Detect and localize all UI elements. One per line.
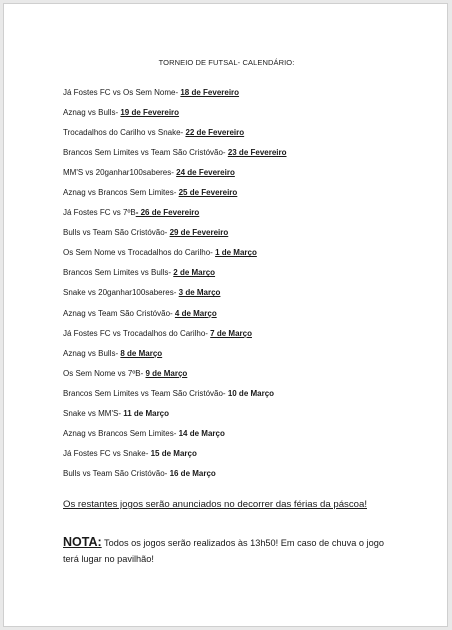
- game-date: 11 de Março: [123, 408, 170, 418]
- game-date: 4 de Março: [174, 308, 217, 318]
- game-date: 14 de Março: [178, 428, 225, 438]
- game-match: Aznag vs Bulls-: [63, 108, 121, 118]
- game-date: 25 de Fevereiro: [178, 188, 238, 198]
- document-page: [3, 3, 448, 627]
- game-date: 10 de Março: [227, 388, 275, 398]
- game-date: 29 de Fevereiro: [169, 228, 229, 238]
- game-match: Aznag vs Brancos Sem Limites-: [63, 428, 179, 438]
- game-date: 24 de Fevereiro: [176, 168, 235, 178]
- game-item: [63, 328, 287, 348]
- game-match: Os Sem Nome vs Trocadalhos do Carilho-: [63, 248, 216, 258]
- closing-note: Os restantes jogos serão anunciados no decorrer das férias da páscoa!: [63, 499, 367, 510]
- game-match: Já Fostes FC vs Os Sem Nome-: [63, 88, 181, 97]
- game-date: 19 de Fevereiro: [120, 108, 180, 118]
- game-item: [63, 448, 287, 468]
- game-item: [63, 408, 287, 428]
- game-match: Já Fostes FC vs Trocadalhos do Carilho-: [63, 328, 211, 338]
- game-match: Já Fostes FC vs 7ºB: [63, 208, 136, 218]
- game-match: Os Sem Nome vs 7ºB-: [63, 368, 146, 378]
- game-date: 2 de Março: [173, 268, 216, 278]
- game-item: [63, 87, 287, 107]
- game-date: 9 de Março: [145, 368, 188, 378]
- note-paragraph: [63, 534, 393, 567]
- game-match: Snake vs MM'S-: [63, 408, 124, 418]
- game-date: 15 de Março: [150, 448, 197, 458]
- game-date: 1 de Março: [215, 248, 257, 258]
- game-match: Brancos Sem Limites vs Team São Cristóvão-: [63, 148, 228, 158]
- game-item: [63, 267, 287, 287]
- game-match: Bulls vs Team São Cristóvão-: [63, 468, 170, 478]
- game-date: 7 de Março: [210, 328, 252, 338]
- game-match: Brancos Sem Limites vs Bulls-: [63, 268, 174, 278]
- game-item: [63, 388, 287, 408]
- game-match: Snake vs 20ganhar100saberes-: [63, 288, 179, 298]
- document-title: TORNEIO DE FUTSAL- CALENDÁRIO:: [158, 58, 295, 67]
- game-item: [63, 348, 287, 368]
- game-item: [63, 147, 287, 167]
- game-match: Já Fostes FC vs Snake-: [63, 448, 151, 458]
- game-item: [63, 207, 287, 227]
- game-item: [63, 167, 287, 187]
- games-list: [63, 87, 287, 488]
- game-date: - 26 de Fevereiro: [135, 208, 200, 218]
- game-date: 16 de Março: [169, 468, 216, 478]
- note-label: NOTA:: [63, 535, 102, 549]
- game-item: [63, 468, 287, 488]
- game-item: [63, 287, 287, 307]
- game-item: [63, 308, 287, 328]
- game-date: 3 de Março: [178, 288, 221, 298]
- game-match: Trocadalhos do Carilho vs Snake-: [63, 128, 186, 138]
- game-match: MM'S vs 20ganhar100saberes-: [63, 168, 177, 178]
- game-item: [63, 368, 287, 388]
- note-text: Todos os jogos serão realizados às 13h50! Em caso de chuva o jogo terá lugar no pavilhão!: [63, 538, 384, 564]
- game-match: Aznag vs Bulls-: [63, 348, 121, 358]
- game-match: Aznag vs Team São Cristóvão-: [63, 308, 175, 318]
- game-match: Aznag vs Brancos Sem Limites-: [63, 188, 179, 198]
- game-item: [63, 107, 287, 127]
- game-item: [63, 127, 287, 147]
- game-item: [63, 227, 287, 247]
- game-item: [63, 247, 287, 267]
- game-date: 23 de Fevereiro: [227, 148, 287, 158]
- game-date: 8 de Março: [120, 348, 163, 358]
- game-date: 22 de Fevereiro: [185, 128, 245, 138]
- game-match: Brancos Sem Limites vs Team São Cristóvão-: [63, 388, 228, 398]
- game-date: 18 de Fevereiro: [180, 88, 240, 97]
- game-item: [63, 428, 287, 448]
- game-item: [63, 187, 287, 207]
- game-match: Bulls vs Team São Cristóvão-: [63, 228, 170, 238]
